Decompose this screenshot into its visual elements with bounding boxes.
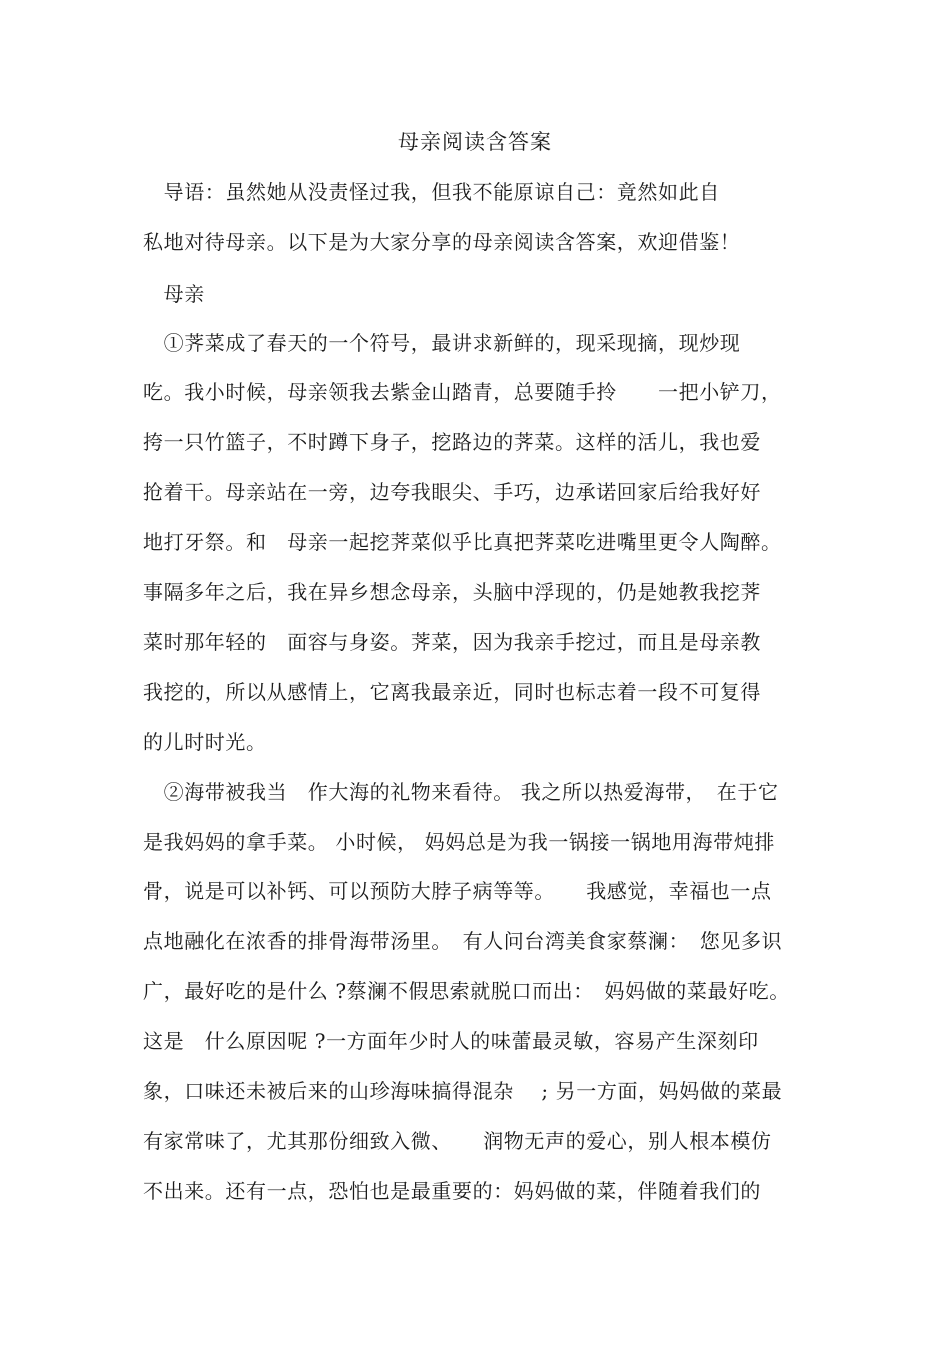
section-heading: 母亲 — [143, 282, 205, 306]
text-line: 地打牙祭。和 母亲一起挖荠菜似乎比真把荠菜吃进嘴里更令人陶醉。 — [143, 530, 782, 554]
text-line: 点地融化在浓香的排骨海带汤里。 有人问台湾美食家蔡澜： 您见多识 — [143, 929, 783, 953]
document-title: 母亲阅读含答案 — [398, 130, 552, 154]
text-line: 导语：虽然她从没责怪过我，但我不能原谅自己：竟然如此自 — [143, 180, 720, 204]
text-line: 广，最好吃的是什么 ?蔡澜不假思索就脱口而出： 妈妈做的菜最好吃。 — [143, 979, 790, 1003]
text-line: 抢着干。母亲站在一旁，边夸我眼尖、手巧，边承诺回家后给我好好 — [143, 480, 761, 504]
text-line: ①荠菜成了春天的一个符号，最讲求新鲜的，现采现摘，现炒现 — [143, 331, 741, 355]
text-line: 挎一只竹篮子，不时蹲下身子，挖路边的荠菜。这样的活儿，我也爱 — [143, 430, 761, 454]
text-line: 我挖的，所以从感情上，它离我最亲近，同时也标志着一段不可复得 — [143, 680, 761, 704]
text-line: 这是 什么原因呢 ?一方面年少时人的味蕾最灵敏，容易产生深刻印 — [143, 1029, 759, 1053]
text-line: 是我妈妈的拿手菜。 小时候， 妈妈总是为我一锅接一锅地用海带炖排 — [143, 830, 775, 854]
text-line: 菜时那年轻的 面容与身姿。荠菜，因为我亲手挖过，而且是母亲教 — [143, 630, 761, 654]
text-line: 的儿时时光。 — [143, 730, 267, 754]
text-line: ②海带被我当 作大海的礼物来看待。 我之所以热爱海带， 在于它 — [143, 780, 779, 804]
text-line: 不出来。还有一点，恐怕也是最重要的：妈妈做的菜，伴随着我们的 — [143, 1179, 761, 1203]
text-line: 骨，说是可以补钙、可以预防大脖子病等等。 我感觉，幸福也一点 — [143, 879, 772, 903]
text-line: 象，口味还未被后来的山珍海味搞得混杂 ; 另一方面，妈妈做的菜最 — [143, 1079, 783, 1103]
text-line: 吃。我小时候，母亲领我去紫金山踏青，总要随手拎 一把小铲刀， — [143, 380, 782, 404]
text-line: 事隔多年之后，我在异乡想念母亲，头脑中浮现的，仍是她教我挖荠 — [143, 580, 761, 604]
text-line: 有家常味了，尤其那份细致入微、 润物无声的爱心，别人根本模仿 — [143, 1129, 772, 1153]
text-line: 私地对待母亲。以下是为大家分享的母亲阅读含答案，欢迎借鉴！ — [143, 230, 741, 254]
